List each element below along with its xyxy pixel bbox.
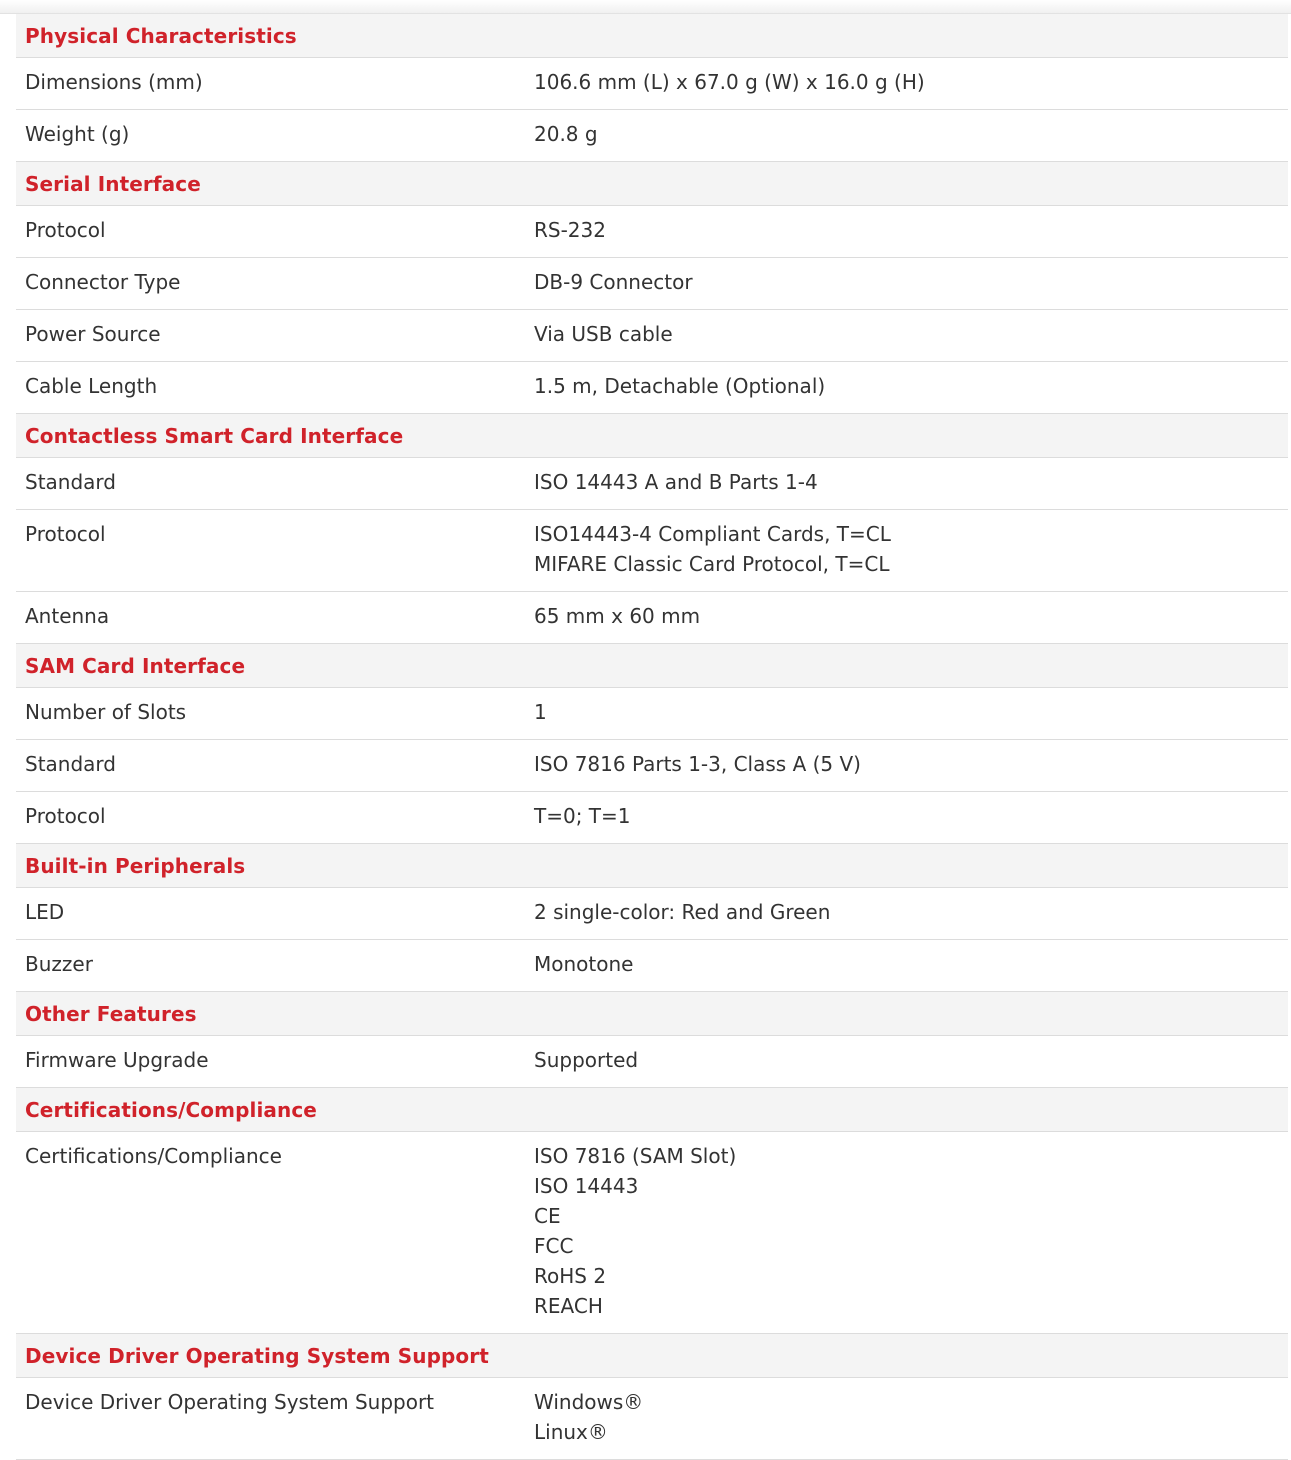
spec-label: Cable Length bbox=[25, 374, 158, 398]
spec-row bbox=[16, 206, 1288, 258]
spec-row bbox=[16, 940, 1288, 992]
spec-row bbox=[16, 888, 1288, 940]
spec-label: Protocol bbox=[25, 218, 106, 242]
spec-row bbox=[16, 110, 1288, 162]
spec-value-line: ISO 14443 bbox=[534, 1174, 639, 1198]
spec-value bbox=[525, 1378, 1288, 1459]
spec-row bbox=[16, 1378, 1288, 1460]
spec-row bbox=[16, 310, 1288, 362]
spec-row bbox=[16, 1132, 1288, 1334]
spec-value-line: 2 single-color: Red and Green bbox=[534, 900, 831, 924]
spec-row bbox=[16, 58, 1288, 110]
spec-value bbox=[525, 458, 1288, 509]
spec-value-line: FCC bbox=[534, 1234, 574, 1258]
spec-value-line: RoHS 2 bbox=[534, 1264, 607, 1288]
spec-value-line: MIFARE Classic Card Protocol, T=CL bbox=[534, 552, 890, 576]
section-title: Certifications/Compliance bbox=[25, 1097, 317, 1122]
spec-label: Certifications/Compliance bbox=[25, 1144, 282, 1168]
spec-label: Standard bbox=[25, 470, 116, 494]
spec-label: Dimensions (mm) bbox=[25, 70, 203, 94]
section-header-contactless-smart-card-interface bbox=[16, 414, 1288, 458]
spec-value bbox=[525, 1132, 1288, 1333]
section-header-certifications-compliance bbox=[16, 1088, 1288, 1132]
spec-row bbox=[16, 688, 1288, 740]
spec-value bbox=[525, 110, 1288, 161]
spec-value-line: ISO14443-4 Compliant Cards, T=CL bbox=[534, 522, 891, 546]
spec-value-line: 1 bbox=[534, 700, 547, 724]
spec-value bbox=[525, 940, 1288, 991]
spec-value bbox=[525, 688, 1288, 739]
spec-label: LED bbox=[25, 900, 65, 924]
spec-value bbox=[525, 310, 1288, 361]
spec-value-line: Supported bbox=[534, 1048, 639, 1072]
spec-value bbox=[525, 792, 1288, 843]
spec-label: Protocol bbox=[25, 522, 106, 546]
spec-label: Firmware Upgrade bbox=[25, 1048, 209, 1072]
spec-value-line: 65 mm x 60 mm bbox=[534, 604, 701, 628]
section-title: Built-in Peripherals bbox=[25, 853, 246, 878]
spec-value bbox=[525, 206, 1288, 257]
spec-row bbox=[16, 458, 1288, 510]
spec-label: Connector Type bbox=[25, 270, 181, 294]
section-header-other-features bbox=[16, 992, 1288, 1036]
spec-row bbox=[16, 740, 1288, 792]
spec-value-line: 20.8 g bbox=[534, 122, 598, 146]
section-header-sam-card-interface bbox=[16, 644, 1288, 688]
section-title: SAM Card Interface bbox=[25, 653, 246, 678]
spec-label: Protocol bbox=[25, 804, 106, 828]
spec-row bbox=[16, 258, 1288, 310]
section-header-serial-interface bbox=[16, 162, 1288, 206]
spec-row bbox=[16, 362, 1288, 414]
section-title: Physical Characteristics bbox=[25, 23, 297, 48]
spec-value bbox=[525, 510, 1288, 591]
spec-value-line: RS-232 bbox=[534, 218, 606, 242]
spec-value-line: ISO 7816 Parts 1-3, Class A (5 V) bbox=[534, 752, 861, 776]
spec-label: Number of Slots bbox=[25, 700, 187, 724]
spec-value-line: Windows® bbox=[534, 1390, 644, 1414]
spec-value-line: ISO 7816 (SAM Slot) bbox=[534, 1144, 737, 1168]
spec-label: Device Driver Operating System Support bbox=[25, 1390, 435, 1414]
spec-row bbox=[16, 592, 1288, 644]
spec-row bbox=[16, 510, 1288, 592]
spec-label: Weight (g) bbox=[25, 122, 130, 146]
spec-value bbox=[525, 1036, 1288, 1087]
spec-value-line: Monotone bbox=[534, 952, 634, 976]
spec-row bbox=[16, 1036, 1288, 1088]
section-header-built-in-peripherals bbox=[16, 844, 1288, 888]
spec-value-line: ISO 14443 A and B Parts 1-4 bbox=[534, 470, 818, 494]
spec-value bbox=[525, 888, 1288, 939]
spec-label: Buzzer bbox=[25, 952, 93, 976]
spec-value-line: REACH bbox=[534, 1294, 603, 1318]
spec-value-line: CE bbox=[534, 1204, 561, 1228]
section-header-physical-characteristics bbox=[16, 14, 1288, 58]
top-shadow bbox=[0, 0, 1291, 14]
spec-value bbox=[525, 58, 1288, 109]
spec-value-line: 1.5 m, Detachable (Optional) bbox=[534, 374, 826, 398]
spec-value-line: Linux® bbox=[534, 1420, 608, 1444]
section-title: Serial Interface bbox=[25, 171, 201, 196]
spec-value-line: DB-9 Connector bbox=[534, 270, 693, 294]
spec-label: Antenna bbox=[25, 604, 110, 628]
specifications-table bbox=[16, 14, 1288, 1460]
section-header-device-driver-operating-system-support bbox=[16, 1334, 1288, 1378]
spec-label: Standard bbox=[25, 752, 116, 776]
spec-row bbox=[16, 792, 1288, 844]
spec-value bbox=[525, 362, 1288, 413]
section-title: Device Driver Operating System Support bbox=[25, 1343, 489, 1368]
spec-value bbox=[525, 740, 1288, 791]
spec-value-line: T=0; T=1 bbox=[534, 804, 631, 828]
spec-value-line: Via USB cable bbox=[534, 322, 673, 346]
spec-value-line: 106.6 mm (L) x 67.0 g (W) x 16.0 g (H) bbox=[534, 70, 925, 94]
section-title: Other Features bbox=[25, 1001, 197, 1026]
spec-value bbox=[525, 592, 1288, 643]
section-title: Contactless Smart Card Interface bbox=[25, 423, 404, 448]
spec-value bbox=[525, 258, 1288, 309]
spec-label: Power Source bbox=[25, 322, 161, 346]
